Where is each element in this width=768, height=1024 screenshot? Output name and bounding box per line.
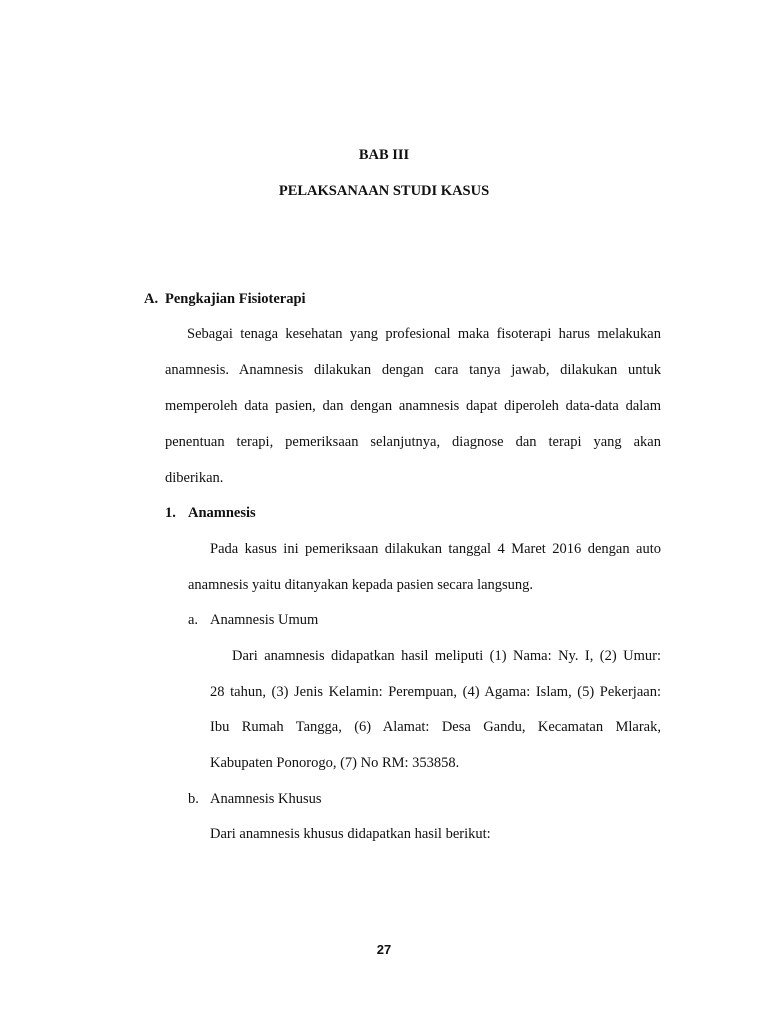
item-b-line-1: Dari anamnesis khusus didapatkan hasil berikut: (210, 826, 491, 842)
item-a-line-2: 28 tahun, (3) Jenis Kelamin: Perempuan, (4) Agama: Islam, (5) Pekerjaan: (210, 684, 661, 700)
sub-1-heading: Anamnesis (188, 505, 256, 521)
sub-1-line-1: Pada kasus ini pemeriksaan dilakukan tanggal 4 Maret 2016 dengan auto (210, 541, 661, 557)
sub-1-marker: 1. (165, 505, 176, 521)
chapter-title: PELAKSANAAN STUDI KASUS (278, 183, 490, 199)
item-a-heading: Anamnesis Umum (210, 612, 319, 628)
item-a-marker: a. (188, 612, 199, 628)
section-a-line-3: memperoleh data pasien, dan dengan anamnesis dapat diperoleh data-data dalam (165, 398, 661, 414)
section-a-marker: A. (144, 291, 159, 307)
section-a-line-1: Sebagai tenaga kesehatan yang profesional maka fisoterapi harus melakukan (187, 326, 661, 342)
item-a-line-4: Kabupaten Ponorogo, (7) No RM: 353858. (210, 755, 460, 771)
item-a-line-3: Ibu Rumah Tangga, (6) Alamat: Desa Gandu, Kecamatan Mlarak, (210, 719, 661, 735)
section-a-heading: Pengkajian Fisioterapi (165, 291, 306, 307)
section-a-line-5: diberikan. (165, 470, 224, 486)
page-number: 27 (376, 942, 392, 957)
item-b-heading: Anamnesis Khusus (210, 791, 322, 807)
sub-1-line-2: anamnesis yaitu ditanyakan kepada pasien secara langsung. (188, 577, 534, 593)
section-a-line-4: penentuan terapi, pemeriksaan selanjutnya, diagnose dan terapi yang akan (165, 434, 661, 450)
section-a-line-2: anamnesis. Anamnesis dilakukan dengan cara tanya jawab, dilakukan untuk (165, 362, 661, 378)
chapter-number: BAB III (358, 147, 410, 163)
item-b-marker: b. (188, 791, 199, 807)
item-a-line-1: Dari anamnesis didapatkan hasil meliputi (1) Nama: Ny. I, (2) Umur: (232, 648, 661, 664)
